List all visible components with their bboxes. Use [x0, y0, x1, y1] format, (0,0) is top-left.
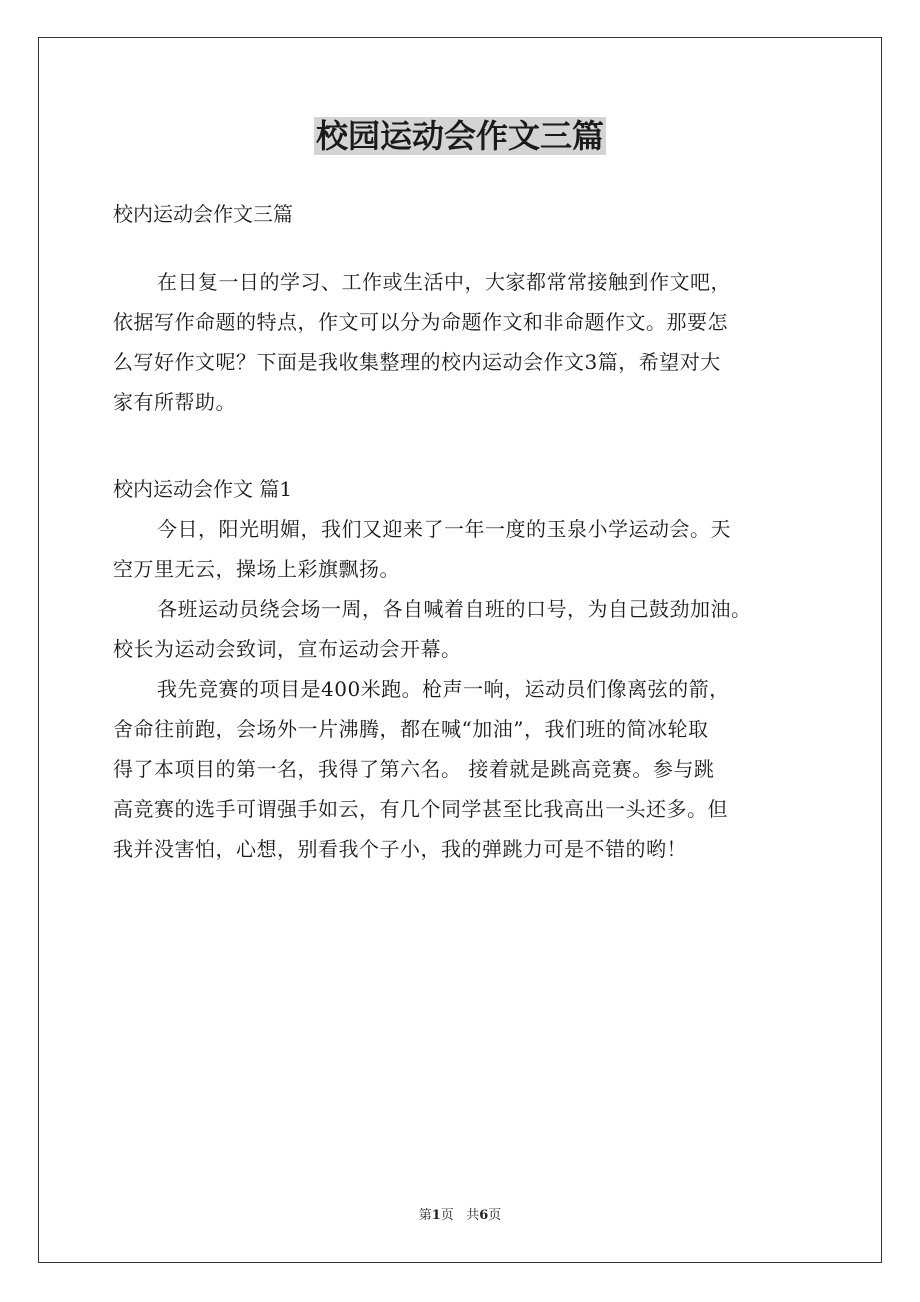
footer-total-pages: 6 — [479, 1208, 489, 1223]
section-heading: 校内运动会作文 篇1 — [113, 477, 293, 501]
document-subtitle: 校内运动会作文三篇 — [113, 202, 293, 226]
text-line: 各班运动员绕会场一周，各自喊着自班的口号，为自己鼓劲加油。 — [157, 597, 752, 621]
text-line: 在日复一日的学习、工作或生活中，大家都常常接触到作文吧， — [157, 270, 731, 294]
text-line: 么写好作文呢？下面是我收集整理的校内运动会作文3篇，希望对大 — [113, 350, 721, 374]
text-line: 我先竞赛的项目是400米跑。枪声一响，运动员们像离弦的箭， — [157, 677, 730, 701]
text-line: 高竞赛的选手可谓强手如云，有几个同学甚至比我高出一头还多。但 — [113, 797, 728, 821]
footer-total-prefix: 共 — [466, 1208, 480, 1223]
section-body — [113, 509, 813, 869]
footer-prefix: 第 — [418, 1208, 432, 1223]
footer-current-page: 1 — [431, 1208, 441, 1223]
text-line: 空万里无云，操场上彩旗飘扬。 — [113, 557, 400, 581]
paragraph-spacer — [113, 422, 813, 469]
document-title: 校园运动会作文三篇 — [315, 117, 604, 155]
footer-total-word: 页 — [488, 1208, 502, 1223]
page-footer — [0, 1206, 920, 1226]
text-line: 校长为运动会致词，宣布运动会开幕。 — [113, 637, 462, 661]
footer-page-word: 页 — [440, 1208, 454, 1223]
intro-paragraph — [113, 262, 813, 422]
text-line: 今日，阳光明媚，我们又迎来了一年一度的玉泉小学运动会。天 — [157, 517, 731, 541]
document-body — [113, 194, 813, 869]
text-line: 家有所帮助。 — [113, 390, 236, 414]
text-line: 得了本项目的第一名，我得了第六名。 接着就是跳高竞赛。参与跳 — [113, 757, 715, 781]
text-line: 依据写作命题的特点，作文可以分为命题作文和非命题作文。那要怎 — [113, 310, 728, 334]
text-line: 舍命往前跑，会场外一片沸腾，都在喊“加油”，我们班的简冰轮取 — [113, 717, 709, 741]
text-line: 我并没害怕，心想，别看我个子小，我的弹跳力可是不错的哟！ — [113, 837, 687, 861]
